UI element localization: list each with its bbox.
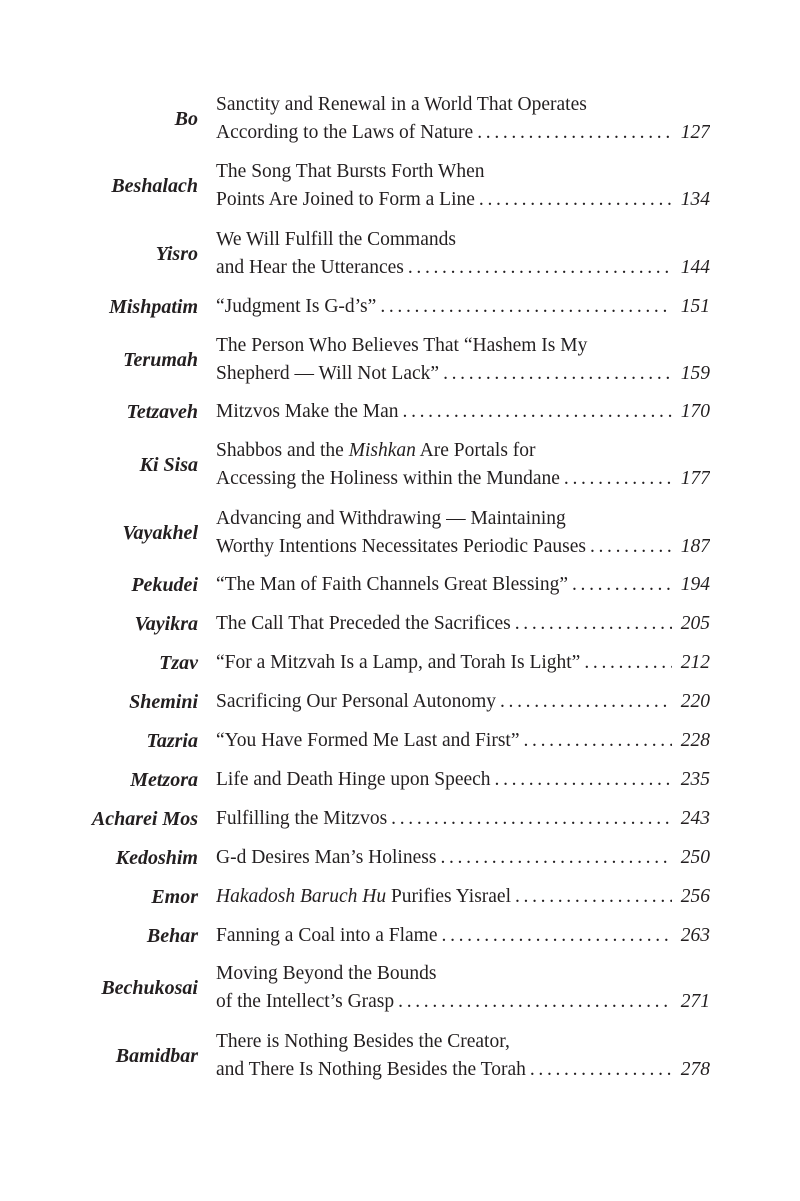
entry-title-line-2	[216, 254, 710, 282]
page-number: 177	[680, 468, 710, 489]
dot-leader	[515, 610, 672, 638]
entry-title-line-2	[216, 360, 710, 388]
entry-title-text: and There Is Nothing Besides the Torah	[216, 1059, 526, 1080]
entry-title-line-1	[216, 844, 710, 872]
parsha-name: Bechukosai	[101, 977, 198, 999]
page-number: 263	[680, 925, 710, 946]
entry-title-line-1	[216, 649, 710, 677]
parsha-name: Vayikra	[134, 613, 198, 635]
entry-title-text-italic: Mishkan	[348, 440, 416, 461]
dot-leader	[443, 360, 672, 388]
entry-title-text-post: Purifies Yisrael	[386, 886, 511, 907]
parsha-name: Beshalach	[111, 175, 198, 197]
entry-title-text: Worthy Intentions Necessitates Periodic Pauses	[216, 536, 586, 557]
parsha-name: Tetzaveh	[126, 401, 198, 423]
entry-title-text: The Call That Preceded the Sacrifices	[216, 613, 511, 634]
parsha-name: Kedoshim	[115, 847, 198, 869]
entry-title-text: G-d Desires Man’s Holiness	[216, 847, 437, 868]
entry-title-text: Accessing the Holiness within the Mundane	[216, 468, 560, 489]
page-number: 134	[680, 189, 710, 210]
entry-title-text: Fanning a Coal into a Flame	[216, 925, 438, 946]
page-number: 170	[680, 401, 710, 422]
parsha-name: Tazria	[146, 730, 198, 752]
parsha-name: Yisro	[155, 243, 198, 265]
dot-leader	[479, 186, 672, 214]
entry-title-line-1: The Song That Bursts Forth When	[216, 161, 485, 182]
entry-title-line-1	[216, 398, 710, 426]
entry-title-text: Shepherd — Will Not Lack”	[216, 363, 440, 384]
entry-title-line-1	[216, 688, 710, 716]
page-number: 271	[680, 991, 710, 1012]
entry-title-text	[216, 883, 511, 911]
dot-leader	[408, 254, 672, 282]
page-number: 127	[680, 122, 710, 143]
page-number: 235	[680, 769, 710, 790]
dot-leader	[380, 293, 672, 321]
entry-title-text: and Hear the Utterances	[216, 257, 404, 278]
entry-title-line-1: Sanctity and Renewal in a World That Operates	[216, 94, 587, 115]
dot-leader	[442, 922, 672, 950]
entry-title-line-1	[216, 805, 710, 833]
parsha-name: Ki Sisa	[139, 454, 198, 476]
entry-title-line-1: Moving Beyond the Bounds	[216, 963, 437, 984]
entry-title-line-1	[216, 883, 710, 911]
entry-title-line-1	[216, 766, 710, 794]
dot-leader	[564, 465, 672, 493]
entry-title-text: of the Intellect’s Grasp	[216, 991, 395, 1012]
entry-title-line-1: We Will Fulfill the Commands	[216, 229, 456, 250]
page-number: 228	[680, 730, 710, 751]
entry-title-text: Life and Death Hinge upon Speech	[216, 769, 491, 790]
entry-title-text: “Judgment Is G-d’s”	[216, 296, 377, 317]
entry-title-line-1	[216, 610, 710, 638]
entry-title-line-2	[216, 1056, 710, 1084]
dot-leader	[495, 766, 672, 794]
parsha-name: Acharei Mos	[91, 808, 198, 830]
dot-leader	[515, 883, 672, 911]
entry-title-text-post: Are Portals for	[415, 440, 536, 461]
parsha-name: Tzav	[159, 652, 198, 674]
entry-title-line-1	[216, 727, 710, 755]
entry-title-text: “The Man of Faith Channels Great Blessing”	[216, 574, 568, 595]
entry-title-line-1: Advancing and Withdrawing — Maintaining	[216, 508, 566, 529]
entry-title-line-2	[216, 533, 710, 561]
dot-leader	[584, 649, 672, 677]
parsha-name: Behar	[146, 925, 198, 947]
page-number: 250	[680, 847, 710, 868]
dot-leader	[500, 688, 672, 716]
entry-title-line-1: There is Nothing Besides the Creator,	[216, 1031, 510, 1052]
entry-title-line-2	[216, 465, 710, 493]
entry-title-text-italic: Hakadosh Baruch Hu	[216, 886, 387, 907]
parsha-name: Pekudei	[131, 574, 198, 596]
entry-title-text: Mitzvos Make the Man	[216, 401, 399, 422]
page-number: 187	[680, 536, 710, 557]
entry-title-text: “You Have Formed Me Last and First”	[216, 730, 520, 751]
parsha-name: Emor	[151, 886, 198, 908]
page-number: 144	[680, 257, 710, 278]
page-number: 212	[680, 652, 710, 673]
dot-leader	[530, 1056, 672, 1084]
page-number: 151	[680, 296, 710, 317]
dot-leader	[572, 571, 672, 599]
entry-title-text-pre: Shabbos and the	[216, 440, 349, 461]
dot-leader	[477, 119, 672, 147]
page-number: 256	[680, 886, 710, 907]
entry-title-text: Points Are Joined to Form a Line	[216, 189, 475, 210]
entry-title-line-1	[216, 571, 710, 599]
parsha-name: Terumah	[123, 349, 198, 371]
dot-leader	[590, 533, 672, 561]
page-number: 220	[680, 691, 710, 712]
entry-title-line-1	[216, 922, 710, 950]
entry-title-line-2	[216, 186, 710, 214]
parsha-name: Vayakhel	[122, 522, 198, 544]
entry-title-line-2	[216, 988, 710, 1016]
parsha-name: Metzora	[130, 769, 198, 791]
parsha-name: Shemini	[129, 691, 198, 713]
entry-title-line-1	[216, 293, 710, 321]
entry-title-text: According to the Laws of Nature	[216, 122, 474, 143]
entry-title-line-1	[216, 437, 710, 465]
entry-title-line-2	[216, 119, 710, 147]
dot-leader	[523, 727, 672, 755]
dot-leader	[398, 988, 672, 1016]
entry-title-text: Sacrificing Our Personal Autonomy	[216, 691, 496, 712]
entry-title-text: “For a Mitzvah Is a Lamp, and Torah Is Light”	[216, 652, 581, 673]
dot-leader	[403, 398, 672, 426]
parsha-name: Mishpatim	[109, 296, 198, 318]
dot-leader	[440, 844, 672, 872]
page-number: 278	[680, 1059, 710, 1080]
entry-title-line-1: The Person Who Believes That “Hashem Is My	[216, 335, 588, 356]
dot-leader	[391, 805, 672, 833]
page-number: 243	[680, 808, 710, 829]
page-number: 159	[680, 363, 710, 384]
entry-title-text: Fulfilling the Mitzvos	[216, 808, 388, 829]
page-number: 194	[680, 574, 710, 595]
page-number: 205	[680, 613, 710, 634]
parsha-name: Bo	[174, 108, 198, 130]
parsha-name: Bamidbar	[115, 1045, 198, 1067]
